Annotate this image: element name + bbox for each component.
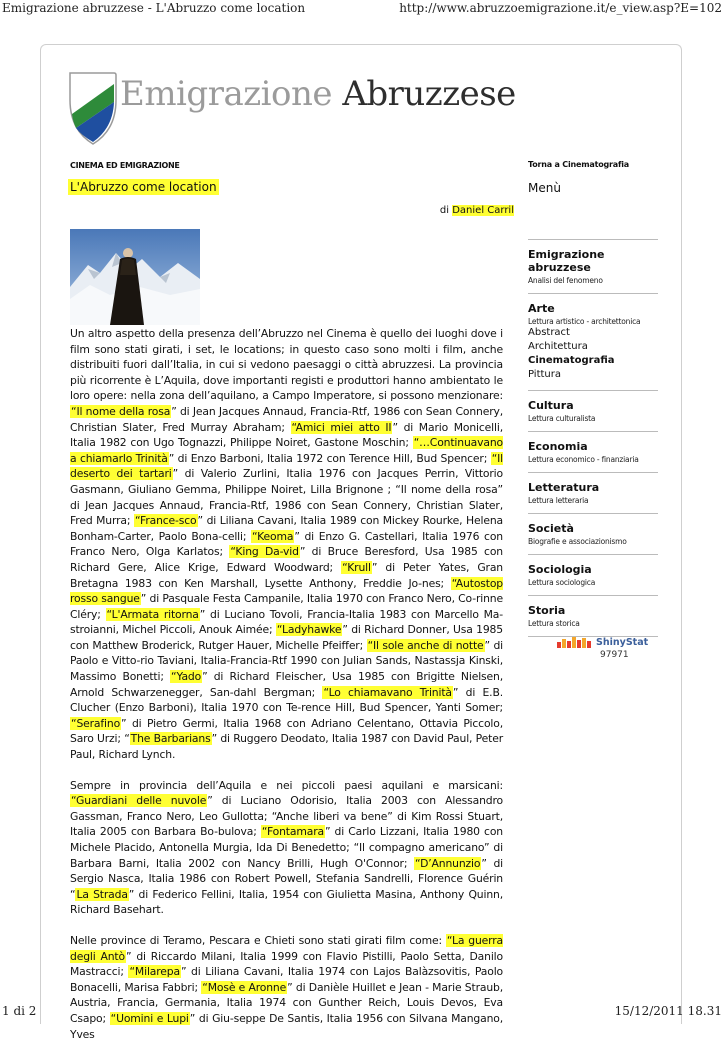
menu-group	[528, 481, 658, 514]
sidebar	[528, 160, 658, 637]
article-text: ” di Mario Monicelli, Italia 1982 con Ugo Tognazzi, Philippe Noiret, Gastone Moschin;	[70, 420, 503, 450]
menu-divider	[528, 390, 658, 391]
menu-divider	[528, 595, 658, 596]
article-text: ” di Richard Donner, Usa 1985 con Matthew Broderick, Rutger Hauer, Michelle Pfeiffer;	[70, 623, 503, 652]
article-text: ” di Enzo G. Castellari, Italia 1976 con Franco Nero, Olga Karlatos;	[70, 529, 503, 559]
highlighted-film-title: “Keoma	[252, 529, 294, 543]
highlighted-film-title: “La guerra degli Antò	[70, 933, 504, 963]
highlighted-film-title: “Fontamara	[261, 825, 324, 839]
article-text: ” di Giu-seppe De Santis, Italia 1956 con Silvana Mangano, Yves	[70, 1011, 504, 1041]
highlighted-film-title: “King Da-vid	[230, 545, 299, 559]
article-paragraph	[70, 933, 503, 1042]
menu-divider	[528, 293, 658, 294]
article-text: ” di Luciano Odorisio, Italia 2003 con Alessandro Gassman, Franco Nero, Leo Gullotta; “Anche liberi va bene” di Kim Rossi Stuart, Italia 2005 con Barbara Bo-bulova;	[70, 794, 503, 839]
article-text: ” di E.B. Clucher (Enzo Barboni), Italia 1970 con Te-rence Hill, Bud Spencer, Yanti Somer;	[70, 685, 503, 715]
article-text: ” di Valerio Zurlini, Italia 1976 con Jacques Perrin, Vittorio Gasmann, Giuliano Gemma, Philippe Noiret, Lilla Brignone ; “Il nome della rosa” di Jean Jacques Annaud, Francia-Rtf, 1986 con Sean Connery, Christian Slater, Fred Murra;	[70, 467, 503, 528]
menu-group-subtitle: Lettura artistico - architettonica	[528, 317, 641, 326]
logo-word-emigrazione: Emigrazione	[120, 74, 332, 114]
highlighted-film-title: La Strada	[76, 887, 128, 901]
shinystat-bars-icon	[556, 635, 596, 649]
article-text: ” di Liliana Cavani, Italia 1974 con Lajos Balàzsovitis, Paolo Bonacelli, Marisa Fabbri;	[70, 965, 503, 994]
article-text: ” di Luciano Tovoli, Francia-Italia 1983 con Marcello Ma-stroianni, Michel Piccoli, Anouk Aimée;	[70, 607, 503, 637]
print-datetime: 15/12/2011 18.31	[614, 1004, 722, 1018]
article-text: ” di Enzo Barboni, Italia 1972 con Terence Hill, Bud Spencer;	[168, 451, 491, 465]
menu-item[interactable]: Cinematografia	[528, 355, 615, 366]
menu-group	[528, 563, 658, 596]
back-to-category-link[interactable]: Torna a Cinematografia	[528, 160, 629, 169]
print-page-number: 1 di 2	[2, 1004, 37, 1018]
highlighted-film-title: “Mosè e Aronne	[202, 980, 287, 994]
highlighted-film-title: “Lo chiamavano Trinità	[323, 685, 452, 699]
highlighted-film-title: “Ladyhawke	[276, 623, 342, 637]
highlighted-film-title: “…Continuavano a chiamarlo Trinità	[70, 436, 503, 465]
byline-prefix: di	[439, 205, 450, 216]
logo-word-abruzzese: Abruzzese	[342, 74, 516, 114]
article-text: ” di Liliana Cavani, Italia 1989 con Mickey Rourke, Helena Bonham-Carter, Paolo Bona-celli;	[70, 514, 503, 543]
menu-group-items	[528, 326, 658, 382]
article-text: ” di Sergio Nasca, Italia 1986 con Robert Powell, Stefania Sandrelli, Florence Guérin “	[70, 856, 503, 901]
visit-counter[interactable]	[556, 633, 656, 663]
menu-group	[528, 302, 658, 391]
highlighted-film-title: “Krull	[342, 560, 371, 574]
menu-divider	[528, 431, 658, 432]
byline	[440, 205, 514, 216]
print-page-url: http://www.abruzzoemigrazione.it/e_view.asp?E=102	[399, 1, 722, 15]
abruzzo-shield-icon	[70, 73, 116, 144]
article-text: ” di Jean Jacques Annaud, Francia-Rtf, 1986 con Sean Connery, Christian Slater, Fred Murray Abraham;	[70, 404, 504, 434]
menu-item[interactable]: Abstract	[528, 327, 570, 338]
article-text: ” di Pasquale Festa Campanile, Italia 1970 con Franco Nero, Co-rinne Cléry;	[70, 592, 503, 621]
article-text: ” di Peter Yates, Gran Bretagna 1983 con Ken Marshall, Lysette Anthony, Freddie Jo-nes;	[70, 560, 503, 590]
author-link[interactable]: Daniel Carril	[452, 205, 514, 216]
menu-group-title[interactable]: Economia	[528, 440, 588, 453]
article-text: ” di Riccardo Milani, Italia 1999 con Flavio Pistilli, Paolo Setta, Danilo Mastracci;	[70, 949, 503, 979]
article-photo	[70, 229, 200, 325]
highlighted-film-title: “Serafino	[71, 716, 121, 730]
menu-group	[528, 440, 658, 473]
article-text: ” di Paolo e Vitto-rio Taviani, Italia-Francia-Rtf 1990 con Julian Sands, Nastassja Kinski, Massimo Bonetti;	[70, 638, 503, 684]
article-text: Un altro aspetto della presenza dell’Abruzzo nel Cinema è quello dei luoghi dove i film sono stati girati, i set, le locations; in questo caso sono molti i film, anche distribuiti fuori dall’Italia, in cui si vedono paesaggi o città abruzzesi. La provincia più ricorrente è L’Aquila, dove importanti registi e produttori hanno ambientato le loro opere: nella zona dell’aquilano, a Campo Imperatore, si possono menzionare:	[70, 327, 503, 403]
highlighted-film-title: “Amici miei atto II	[291, 420, 392, 434]
menu-group-title[interactable]: Storia	[528, 604, 566, 617]
menu-group-subtitle: Lettura sociologica	[528, 578, 596, 587]
section-label: CINEMA ED EMIGRAZIONE	[70, 161, 180, 170]
menu-groups	[528, 248, 658, 637]
menu-divider	[528, 239, 658, 240]
menu-divider	[528, 472, 658, 473]
menu-divider	[528, 513, 658, 514]
article-paragraph	[70, 778, 503, 918]
highlighted-film-title: “Guardiani delle nuvole	[71, 794, 207, 808]
article-text: ” di Danièle Huillet e Jean - Marie Straub, Austria, Francia, Germania, Italia 1974 con Gunther Reich, Louis Devos, Eva Csapo;	[70, 980, 503, 1025]
article-title: L'Abruzzo come location	[70, 180, 217, 194]
menu-item[interactable]: Architettura	[528, 341, 588, 352]
article-text: ” di Ruggero Deodato, Italia 1987 con David Paul, Peter Paul, Richard Lynch.	[70, 732, 503, 762]
article-text: ” di Bruce Beresford, Usa 1985 con Richard Gere, Alice Krige, Edward Woodward;	[70, 545, 503, 574]
menu-group-title[interactable]: Letteratura	[528, 481, 600, 494]
menu-group-title[interactable]: Arte	[528, 302, 555, 315]
highlighted-film-title: “L'Armata ritorna	[106, 607, 199, 621]
menu-group-title[interactable]: Emigrazione abruzzese	[528, 248, 605, 274]
counter-label: ShinyStat	[596, 637, 649, 648]
menu-group	[528, 399, 658, 432]
article-text: ” di Carlo Lizzani, Italia 1980 con Michele Placido, Antonella Murgia, Ida Di Benedetto; “Il compagno americano” di Barbara Barni, Italia 2002 con Nancy Brilli, Hugh O'Connor;	[70, 825, 503, 870]
highlighted-film-title: “D’Annunzio	[414, 856, 481, 870]
article-body	[70, 326, 503, 1042]
menu-group-subtitle: Lettura letteraria	[528, 496, 589, 505]
highlighted-film-title: “Uomini e Lupi	[110, 1011, 189, 1025]
article-text: Nelle province di Teramo, Pescara e Chieti sono stati girati film come:	[70, 933, 446, 947]
highlighted-film-title: “France-sco	[134, 514, 197, 528]
menu-group	[528, 248, 658, 294]
menu-group-title[interactable]: Cultura	[528, 399, 574, 412]
article-text: ” di Richard Fleischer, Usa 1985 con Brigitte Nielsen, Arnold Schwarzenegger, San-dahl Bergman;	[70, 670, 503, 699]
highlighted-film-title: “Milarepa	[129, 965, 180, 979]
article-text: ” di Federico Fellini, Italia, 1954 con Giulietta Masina, Anthony Quinn, Richard Basehart.	[70, 887, 504, 917]
menu-group-title[interactable]: Società	[528, 522, 574, 535]
counter-value: 97971	[600, 650, 629, 660]
article-paragraph	[70, 326, 503, 763]
article-text: ” di Pietro Germi, Italia 1968 con Adriano Celentano, Ottavia Piccolo, Saro Urzi; “	[70, 716, 503, 746]
menu-group-subtitle: Analisi del fenomeno	[528, 276, 603, 285]
highlighted-film-title: The Barbarians	[130, 732, 211, 746]
print-page-title: Emigrazione abruzzese - L'Abruzzo come location	[2, 1, 306, 15]
print-footer	[0, 1003, 724, 1021]
menu-group-subtitle: Lettura storica	[528, 619, 580, 628]
menu-group-subtitle: Lettura culturalista	[528, 414, 596, 423]
menu-group-subtitle: Biografie e associazionismo	[528, 537, 627, 546]
print-header	[0, 0, 724, 18]
menu-title: Menù	[528, 181, 561, 195]
highlighted-film-title: “Yado	[171, 670, 202, 684]
highlighted-film-title: “Il deserto dei tartari	[70, 451, 504, 481]
highlighted-film-title: “Autostop rosso sangue	[70, 576, 503, 606]
highlighted-film-title: “Il sole anche di notte	[367, 638, 484, 652]
menu-group-title[interactable]: Sociologia	[528, 563, 592, 576]
article-text: Sempre in provincia dell’Aquila e nei piccoli paesi aquilani e marsicani:	[70, 778, 503, 792]
site-logo-text	[120, 74, 516, 114]
menu-group	[528, 522, 658, 555]
menu-divider	[528, 554, 658, 555]
menu-item[interactable]: Pittura	[528, 369, 562, 380]
menu-group-subtitle: Lettura economico - finanziaria	[528, 455, 639, 464]
highlighted-film-title: “Il nome della rosa	[71, 404, 171, 418]
